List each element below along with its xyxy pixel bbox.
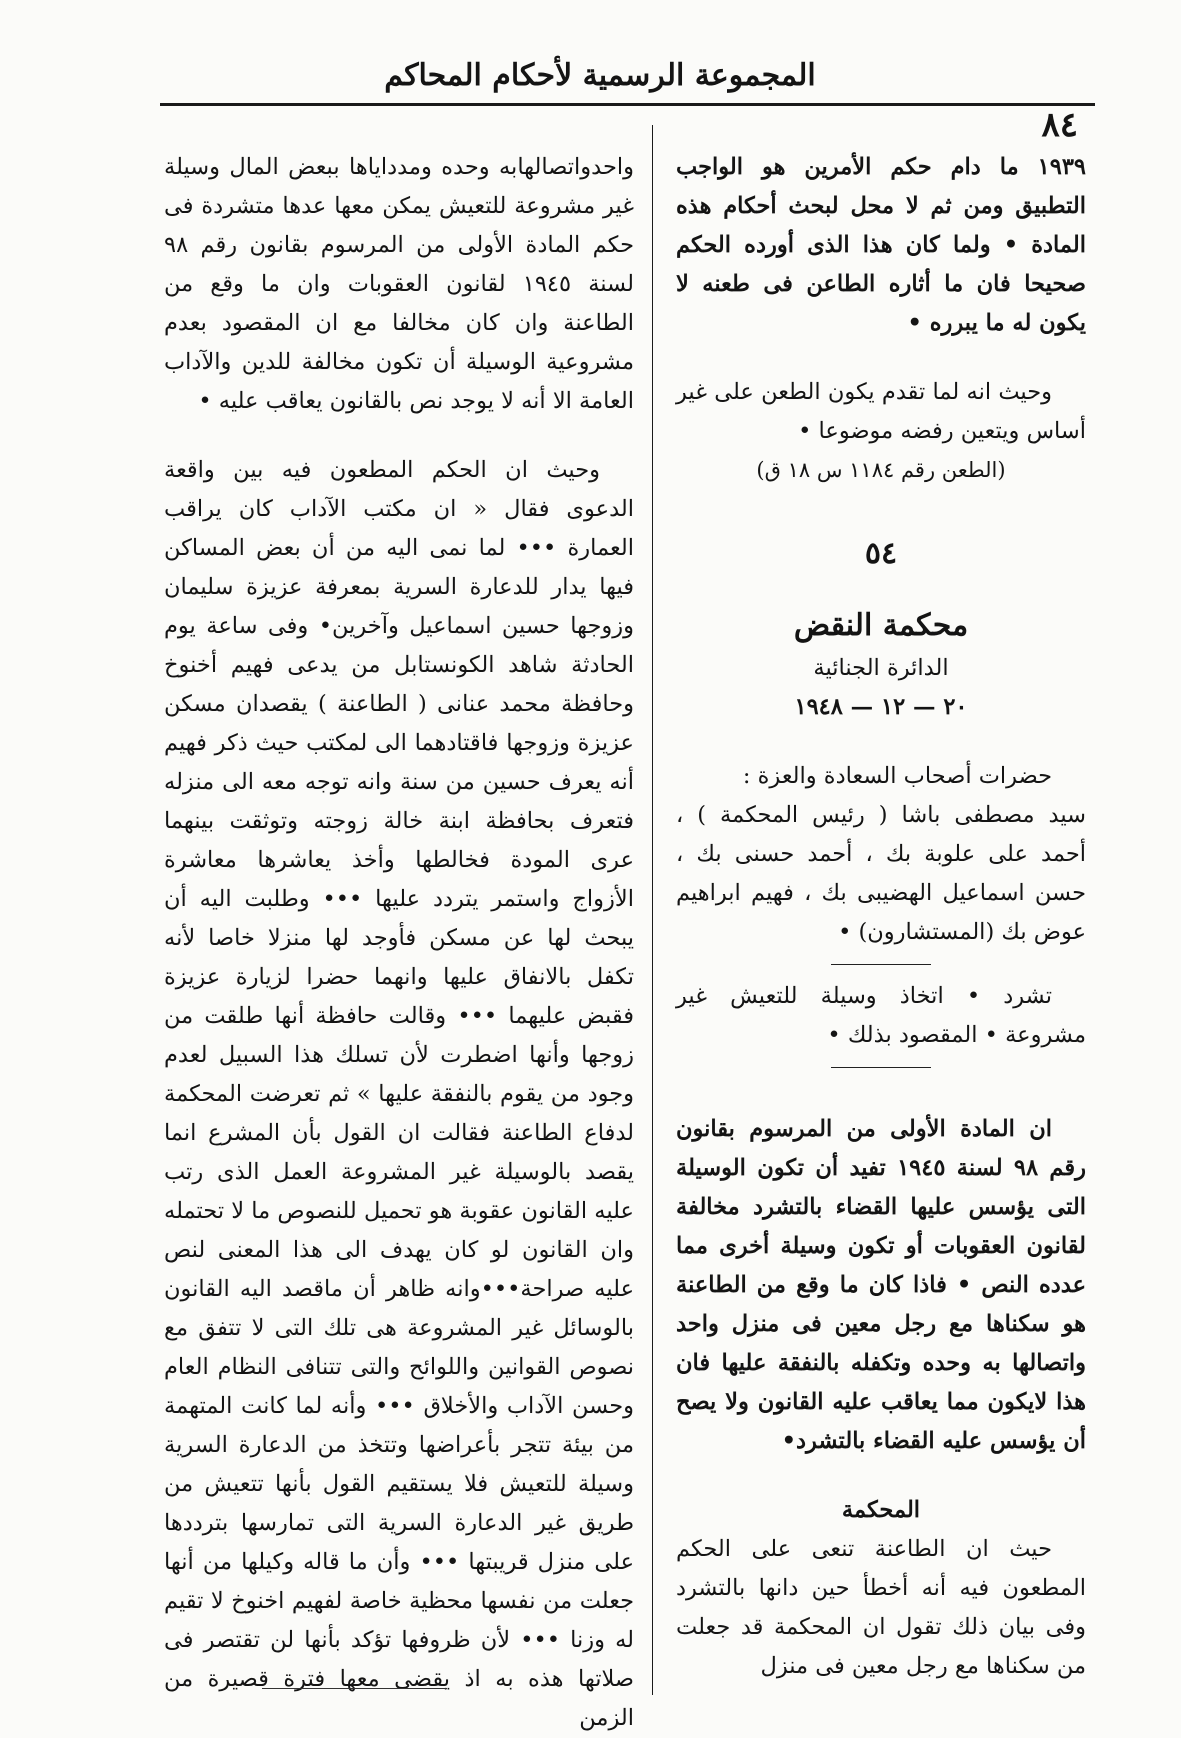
page-number: ٨٤	[1041, 105, 1078, 145]
legal-principle: ان المادة الأولى من المرسوم بقانون رقم ٩٨ لسنة ١٩٤٥ تفيد أن تكون الوسيلة التى يؤسس عليها القضاء بالتشرد مخالفة لقانون العقوبات أو تكون وسيلة أخرى مما عدده النص • فاذا كان ما وقع من الطاعنة هو سكناها مع رجل معين فى منزل واحد واتصالها به وحده وتكفله بالنفقة عليها فان هذا لايكون مما يعاقب عليه القانون ولا يصح أن يؤسس عليه القضاء بالتشرد•	[676, 1116, 1086, 1454]
rejection-paragraph: وحيث انه لما تقدم يكون الطعن على غير أساس ويتعين رفضه موضوعا •	[676, 379, 1086, 444]
running-header-title: المجموعة الرسمية لأحكام المحاكم	[384, 58, 816, 93]
judges-heading: حضرات أصحاب السعادة والعزة :	[742, 763, 1052, 789]
footer-rule	[262, 1688, 447, 1689]
facts-paragraph: وحيث ان الحكم المطعون فيه بين واقعة الدعوى فقال « ان مكتب الآداب كان يراقب العمارة ••• لما نمى اليه من أن بعض المساكن فيها يدار للدعارة السرية بمعرفة عزيزة سليمان وزوجها حسين اسماعيل وآخرين• وفى ساعة يوم الحادثة شاهد الكونستابل من يدعى فهيم أخنوخ وحافظة محمد عنانى ( الطاعنة ) يقصدان مسكن عزيزة وزوجها فاقتادهما الى لمكتب حيث ذكر فهيم أنه يعرف حسين من سنة وانه توجه معه الى منزله فتعرف بحافظة ابنة خالة زوجته وتوثقت بينهما عرى المودة فخالطها وأخذ يعاشرها معاشرة الأزواج واستمر يتردد عليها ••• وطلبت اليه أن يبحث لها عن مسكن فأوجد لها منزلا خاصا لأنه تكفل بالانفاق عليها وانهما حضرا لزيارة عزيزة فقبض عليهما ••• وقالت حافظة أنها طلقت من زوجها وأنها اضطرت لأن تسلك هذا السبيل لعدم وجود من يقوم بالنفقة عليها » ثم تعرضت المحكمة لدفاع الطاعنة فقالت ان القول بأن المشرع انما يقصد بالوسيلة غير المشروعة العمل الذى رتب عليه القانون عقوبة هو تحميل للنصوص ما لا تحتمله وان القانون لو كان يهدف الى هذا المعنى لنص عليه صراحة•••وانه ظاهر أن ماقصد اليه القانون بالوسائل غير المشروعة هى تلك التى لا تتفق مع نصوص القوانين واللوائح والتى تتنافى النظام العام وحسن الآداب والأخلاق ••• وأنه لما كانت المتهمة من بيئة تتجر بأعراضها وتتخذ من الدعارة السرية وسيلة للتعيش فلا يستقيم القول بأنها تتعيش من طريق غير الدعارة السرية التى تمارسها بترددها على منزل قريبتها ••• وأن ما قاله وكيلها من أنها جعلت من نفسها محظية خاصة لفهيم اخنوخ لا تقيم له وزنا ••• لأن ظروفها تؤكد بأنها لن تقتصر فى صلاتها هذه به اذ يقضى معها فترة قصيرة من الزمن	[164, 457, 634, 1731]
section-rule	[831, 964, 931, 965]
right-column	[676, 148, 1086, 1686]
case-number: ٥٤	[864, 536, 898, 571]
keywords: تشرد • اتخاذ وسيلة للتعيش غير مشروعة • المقصود بذلك •	[676, 983, 1086, 1048]
circuit-name: الدائرة الجنائية	[813, 655, 949, 681]
court-opening-paragraph: حيث ان الطاعنة تنعى على الحكم المطعون فيه أنه أخطأ حين دانها بالتشرد وفى بيان ذلك تقول ان المحكمة قد جعلت من سكناها مع رجل معين فى منزل	[676, 1536, 1086, 1679]
header-rule	[160, 103, 1095, 106]
continued-paragraph: ١٩٣٩ ما دام حكم الأمرين هو الواجب التطبيق ومن ثم لا محل لبحث أحكام هذه المادة • ولما كان هذا الذى أورده الحكم صحيحا فان ما أثاره الطاعن فى طعنه لا يكون له ما يبرره •	[676, 154, 1086, 336]
left-column	[164, 148, 634, 1738]
section-rule-2	[831, 1067, 931, 1068]
continued-argument-paragraph: واحدواتصالهابه وحده ومدداياها ببعض المال وسيلة غير مشروعة للتعيش يمكن معها عدها متشردة فى حكم المادة الأولى من المرسوم بقانون رقم ٩٨ لسنة ١٩٤٥ لقانون العقوبات وان ما وقع من الطاعنة وان كان مخالفا مع ان المقصود بعدم مشروعية الوسيلة أن تكون مخالفة للدين والآداب العامة الا أنه لا يوجد نص بالقانون يعاقب عليه •	[164, 154, 634, 414]
court-name: محكمة النقض	[793, 608, 969, 643]
court-heading: المحكمة	[841, 1497, 921, 1523]
column-divider	[652, 125, 653, 1695]
appeal-reference: (الطعن رقم ١١٨٤ س ١٨ ق)	[756, 458, 1006, 482]
session-date: ٢٠ — ١٢ — ١٩٤٨	[794, 694, 968, 720]
judges-list: سيد مصطفى باشا ( رئيس المحكمة ) ، أحمد على علوبة بك ، أحمد حسنى بك ، حسن اسماعيل الهضيبى بك ، فهيم ابراهيم عوض بك (المستشارون) •	[676, 802, 1086, 945]
